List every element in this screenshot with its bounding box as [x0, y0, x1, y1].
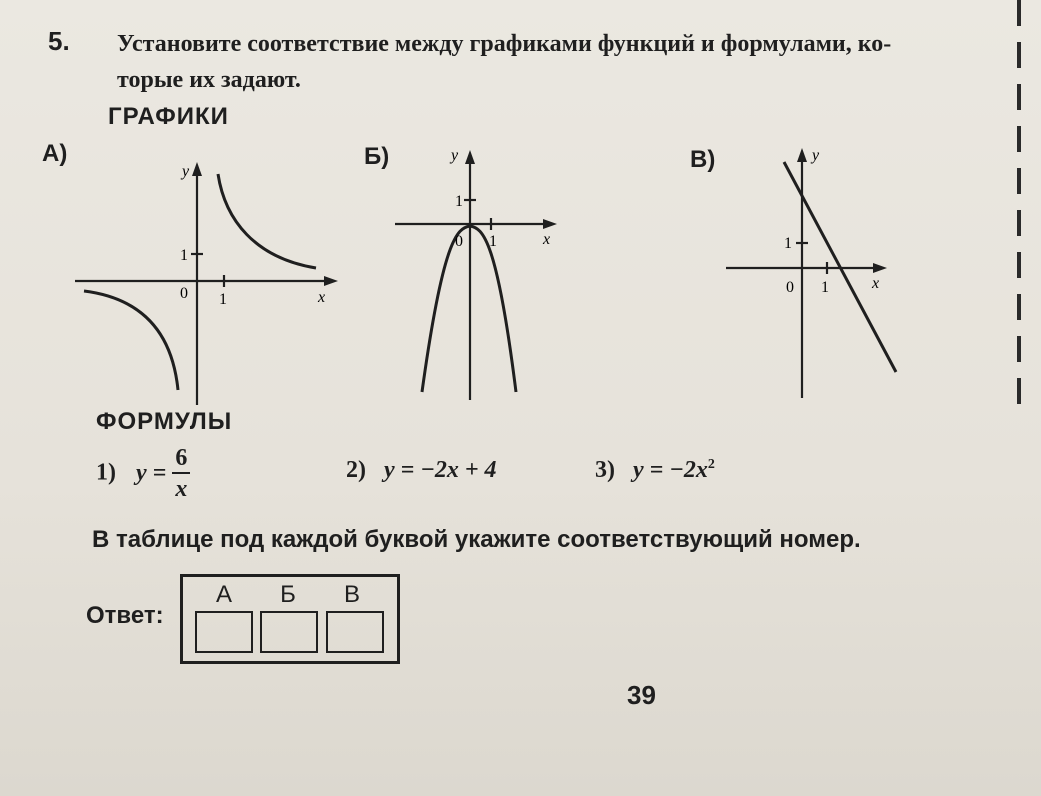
answer-cell-b[interactable] — [260, 611, 318, 653]
graph-a-label: А) — [42, 140, 68, 167]
formula-3-power: 2 — [707, 457, 715, 472]
graph-b-label: Б) — [364, 143, 390, 170]
formula-1-index: 1) — [96, 459, 116, 486]
formulas-heading: ФОРМУЛЫ — [96, 408, 233, 435]
graph-v-label: В) — [690, 146, 716, 173]
answer-column-v: В — [343, 581, 360, 608]
x-tick-label: 1 — [489, 233, 497, 250]
instruction-text: В таблице под каждой буквой укажите соответствующий номер. — [92, 526, 861, 553]
graph-b — [385, 140, 575, 410]
y-arrow — [192, 162, 202, 176]
graphs-heading: ГРАФИКИ — [108, 103, 229, 130]
answer-cell-a[interactable] — [195, 611, 253, 653]
x-arrow — [543, 219, 557, 229]
y-tick-label: 1 — [455, 193, 463, 210]
hyperbola-branch-upper — [218, 174, 316, 268]
x-tick-label: 1 — [821, 279, 829, 296]
answer-table — [180, 574, 400, 664]
answer-column-b: Б — [280, 581, 296, 608]
x-axis-label: x — [543, 231, 551, 248]
x-tick-label: 1 — [219, 291, 227, 308]
y-axis-label: y — [182, 163, 190, 180]
formula-1-numerator: 6 — [172, 444, 190, 474]
formula-1-denominator: x — [175, 476, 188, 502]
origin-label: 0 — [180, 285, 188, 302]
formula-3-text: y = −2x — [633, 457, 708, 483]
formula-1 — [96, 444, 190, 504]
answer-cell-v[interactable] — [326, 611, 384, 653]
y-axis-label: y — [812, 147, 820, 164]
formula-1-lhs: y = — [136, 459, 167, 486]
task-number: 5. — [48, 26, 70, 56]
x-axis-label: x — [872, 275, 880, 292]
y-arrow — [465, 150, 475, 164]
y-arrow — [797, 148, 807, 162]
formula-3-index: 3) — [595, 457, 615, 483]
y-tick-label: 1 — [180, 247, 188, 264]
formula-1-fraction — [172, 444, 190, 504]
formula-2-text: y = −2x + 4 — [384, 457, 497, 483]
page-number: 39 — [627, 680, 656, 710]
cut-line — [1017, 0, 1021, 420]
graph-v — [720, 140, 900, 402]
formula-3 — [595, 457, 715, 484]
x-arrow — [324, 276, 338, 286]
answer-column-a: А — [215, 581, 232, 608]
task-line-2: торые их задают. — [117, 67, 301, 93]
y-tick-label: 1 — [784, 235, 792, 252]
y-axis-label: y — [451, 147, 459, 164]
x-axis-label: x — [318, 289, 326, 306]
origin-label: 0 — [455, 233, 463, 250]
formula-2 — [346, 457, 497, 484]
answer-label: Ответ: — [86, 602, 164, 629]
origin-label: 0 — [786, 279, 794, 296]
formula-2-index: 2) — [346, 457, 366, 483]
graph-a — [60, 150, 350, 410]
x-arrow — [873, 263, 887, 273]
task-line-1: Установите соответствие между графиками функций и формулами, ко- — [117, 31, 892, 57]
hyperbola-branch-lower — [84, 291, 178, 390]
task-text — [117, 26, 891, 98]
